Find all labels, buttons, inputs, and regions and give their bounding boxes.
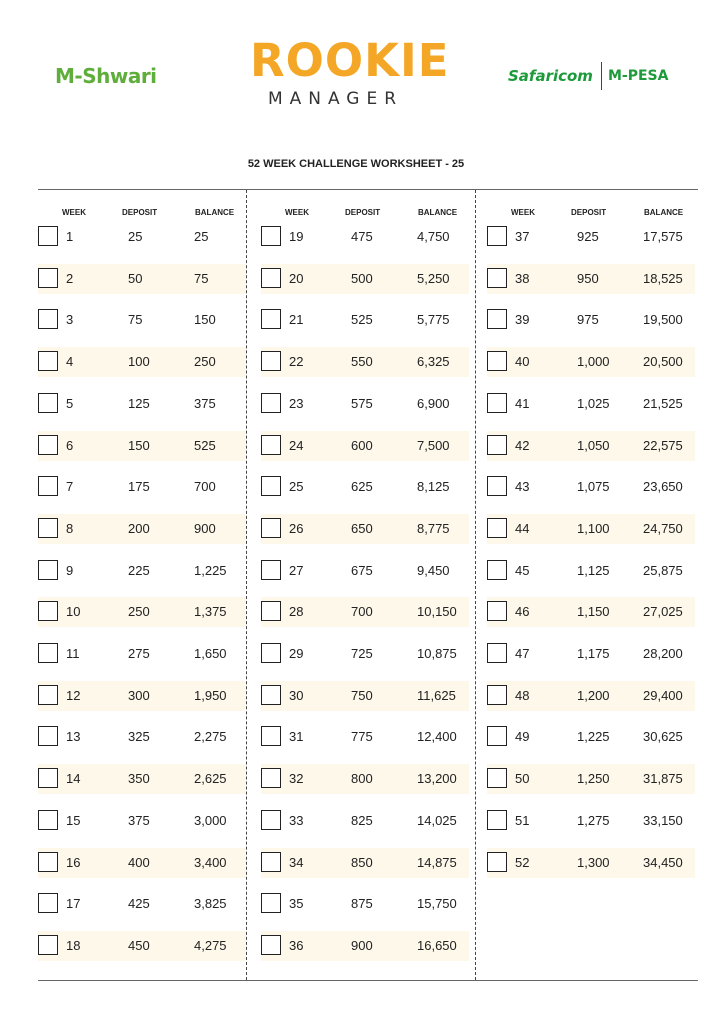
- deposit-cell: 1,050: [577, 437, 610, 453]
- week-cell: 14: [66, 771, 81, 787]
- week-cell: 32: [289, 771, 304, 787]
- week-cell: 37: [515, 229, 530, 244]
- deposit-cell: 1,175: [577, 646, 610, 661]
- balance-cell: 6,325: [417, 354, 450, 370]
- week-cell: 2: [66, 270, 74, 286]
- table-row: [261, 264, 469, 294]
- week-cell: 41: [515, 395, 530, 411]
- deposit-cell: 400: [128, 854, 150, 870]
- table-row: [261, 514, 469, 544]
- week-checkbox[interactable]: [261, 309, 281, 329]
- week-checkbox[interactable]: [487, 560, 507, 580]
- deposit-cell: 325: [128, 729, 150, 745]
- balance-cell: 13,200: [417, 771, 457, 787]
- table-row: [261, 597, 469, 627]
- deposit-cell: 550: [351, 354, 373, 370]
- deposit-cell: 475: [351, 229, 373, 244]
- week-checkbox[interactable]: [261, 810, 281, 830]
- balance-cell: 75: [194, 270, 209, 286]
- balance-cell: 17,575: [643, 229, 683, 244]
- balance-cell: 14,025: [417, 812, 457, 828]
- balance-cell: 8,125: [417, 479, 450, 495]
- balance-cell: 20,500: [643, 354, 683, 370]
- deposit-cell: 975: [577, 312, 599, 328]
- week-cell: 42: [515, 437, 530, 453]
- table-row: [487, 681, 695, 711]
- table-row: [261, 681, 469, 711]
- table-row: [38, 472, 246, 502]
- week-checkbox[interactable]: [487, 643, 507, 663]
- deposit-cell: 775: [351, 729, 373, 745]
- week-checkbox[interactable]: [261, 643, 281, 663]
- week-cell: 1: [66, 229, 74, 244]
- week-cell: 52: [515, 854, 530, 870]
- table-row: [261, 472, 469, 502]
- week-checkbox[interactable]: [38, 560, 58, 580]
- week-cell: 16: [66, 854, 81, 870]
- week-cell: 22: [289, 354, 304, 370]
- table-row: [38, 264, 246, 294]
- mshwari-logo-text: M-Shwari: [55, 64, 157, 88]
- balance-cell: 3,400: [194, 854, 227, 870]
- week-checkbox[interactable]: [38, 768, 58, 788]
- mshwari-logo: [55, 64, 157, 88]
- balance-cell: 30,625: [643, 729, 683, 745]
- week-checkbox[interactable]: [261, 268, 281, 288]
- week-checkbox[interactable]: [487, 601, 507, 621]
- balance-cell: 22,575: [643, 437, 683, 453]
- column-header-week: WEEK: [511, 208, 535, 217]
- deposit-cell: 1,150: [577, 604, 610, 620]
- week-cell: 31: [289, 729, 304, 745]
- week-cell: 38: [515, 270, 530, 286]
- week-checkbox[interactable]: [38, 268, 58, 288]
- week-checkbox[interactable]: [487, 351, 507, 371]
- week-cell: 18: [66, 937, 81, 953]
- balance-cell: 29,400: [643, 687, 683, 703]
- deposit-cell: 1,100: [577, 520, 610, 536]
- table-row: [38, 431, 246, 461]
- table-row: [487, 764, 695, 794]
- table-row: [261, 305, 469, 335]
- deposit-cell: 600: [351, 437, 373, 453]
- week-cell: 6: [66, 437, 74, 453]
- deposit-cell: 1,075: [577, 479, 610, 495]
- week-cell: 4: [66, 354, 74, 370]
- week-cell: 10: [66, 604, 81, 620]
- balance-cell: 10,150: [417, 604, 457, 620]
- week-checkbox[interactable]: [38, 726, 58, 746]
- week-checkbox[interactable]: [38, 518, 58, 538]
- deposit-cell: 300: [128, 687, 150, 703]
- rookie-logo-bottom: MANAGER: [267, 89, 404, 109]
- balance-cell: 31,875: [643, 771, 683, 787]
- balance-cell: 34,450: [643, 854, 683, 870]
- deposit-cell: 625: [351, 479, 373, 495]
- week-checkbox[interactable]: [38, 435, 58, 455]
- week-checkbox[interactable]: [261, 351, 281, 371]
- week-checkbox[interactable]: [38, 393, 58, 413]
- balance-cell: 24,750: [643, 520, 683, 536]
- column-header-week: WEEK: [62, 208, 86, 217]
- week-cell: 8: [66, 520, 74, 536]
- table-row: [487, 389, 695, 419]
- deposit-cell: 900: [351, 937, 373, 953]
- deposit-cell: 350: [128, 771, 150, 787]
- balance-cell: 700: [194, 479, 216, 495]
- balance-cell: 2,625: [194, 771, 227, 787]
- balance-cell: 4,750: [417, 229, 450, 244]
- balance-cell: 1,950: [194, 687, 227, 703]
- week-checkbox[interactable]: [38, 601, 58, 621]
- balance-cell: 900: [194, 520, 216, 536]
- balance-cell: 9,450: [417, 562, 450, 578]
- table-row: [261, 722, 469, 752]
- deposit-cell: 450: [128, 937, 150, 953]
- balance-cell: 12,400: [417, 729, 457, 745]
- balance-cell: 4,275: [194, 937, 227, 953]
- column-header-deposit: DEPOSIT: [571, 208, 607, 217]
- table-row: [38, 722, 246, 752]
- week-checkbox[interactable]: [261, 518, 281, 538]
- bottom-rule: [38, 980, 698, 981]
- deposit-cell: 1,250: [577, 771, 610, 787]
- week-checkbox[interactable]: [261, 601, 281, 621]
- deposit-cell: 725: [351, 646, 373, 661]
- balance-cell: 2,275: [194, 729, 227, 745]
- balance-cell: 1,225: [194, 562, 227, 578]
- balance-cell: 19,500: [643, 312, 683, 328]
- table-row: [38, 347, 246, 377]
- week-cell: 11: [66, 646, 80, 661]
- deposit-cell: 50: [128, 270, 143, 286]
- rookie-logo-top: ROOKIE: [250, 34, 450, 87]
- table-row: [38, 305, 246, 335]
- table-row: [261, 556, 469, 586]
- balance-cell: 10,875: [417, 646, 457, 661]
- balance-cell: 6,900: [417, 395, 450, 411]
- column-header-deposit: DEPOSIT: [122, 208, 158, 217]
- table-row: [487, 264, 695, 294]
- table-row: [487, 556, 695, 586]
- balance-cell: 11,625: [417, 687, 456, 703]
- deposit-cell: 1,025: [577, 395, 610, 411]
- balance-cell: 5,775: [417, 312, 450, 328]
- week-cell: 30: [289, 687, 304, 703]
- rookie-manager-logo: [250, 34, 450, 109]
- week-checkbox[interactable]: [487, 226, 507, 246]
- mpesa-logo: M-PESA: [607, 68, 669, 84]
- week-cell: 34: [289, 854, 304, 870]
- deposit-cell: 25: [128, 229, 143, 244]
- deposit-cell: 200: [128, 520, 150, 536]
- deposit-cell: 575: [351, 395, 373, 411]
- table-row: [261, 889, 469, 919]
- table-row: [38, 889, 246, 919]
- week-cell: 17: [66, 896, 81, 912]
- week-cell: 49: [515, 729, 530, 745]
- safaricom-mpesa-logo: [508, 62, 668, 90]
- week-cell: 47: [515, 646, 530, 661]
- table-row: [38, 597, 246, 627]
- table-row: [487, 347, 695, 377]
- table-row: [261, 222, 469, 252]
- week-cell: 51: [515, 812, 530, 828]
- week-checkbox[interactable]: [487, 685, 507, 705]
- balance-cell: 1,375: [194, 604, 227, 620]
- week-cell: 28: [289, 604, 304, 620]
- table-row: [487, 848, 695, 878]
- deposit-cell: 850: [351, 854, 373, 870]
- top-rule: [38, 189, 698, 190]
- balance-cell: 1,650: [194, 646, 227, 661]
- deposit-cell: 925: [577, 229, 599, 244]
- balance-cell: 8,775: [417, 520, 450, 536]
- balance-cell: 25: [194, 229, 209, 244]
- table-row: [487, 472, 695, 502]
- balance-cell: 7,500: [417, 437, 450, 453]
- week-checkbox[interactable]: [487, 810, 507, 830]
- week-cell: 33: [289, 812, 304, 828]
- week-cell: 50: [515, 771, 530, 787]
- column-header-balance: BALANCE: [195, 208, 235, 217]
- week-cell: 36: [289, 937, 304, 953]
- week-checkbox[interactable]: [38, 226, 58, 246]
- deposit-cell: 225: [128, 562, 150, 578]
- balance-cell: 33,150: [643, 812, 683, 828]
- balance-cell: 18,525: [643, 270, 683, 286]
- balance-cell: 16,650: [417, 937, 457, 953]
- balance-cell: 27,025: [643, 604, 683, 620]
- table-row: [261, 347, 469, 377]
- table-row: [261, 431, 469, 461]
- week-cell: 44: [515, 520, 530, 536]
- column-header-deposit: DEPOSIT: [345, 208, 381, 217]
- worksheet-title: 52 WEEK CHALLENGE WORKSHEET - 25: [247, 158, 465, 170]
- week-checkbox[interactable]: [487, 435, 507, 455]
- week-checkbox[interactable]: [261, 768, 281, 788]
- deposit-cell: 100: [128, 354, 150, 370]
- table-row: [38, 556, 246, 586]
- logo-divider: [601, 62, 602, 90]
- column-header-balance: BALANCE: [644, 208, 684, 217]
- week-checkbox[interactable]: [487, 518, 507, 538]
- week-cell: 21: [289, 312, 304, 328]
- deposit-cell: 1,300: [577, 854, 610, 870]
- week-cell: 40: [515, 354, 530, 370]
- balance-cell: 375: [194, 395, 216, 411]
- week-cell: 25: [289, 479, 304, 495]
- week-checkbox[interactable]: [487, 768, 507, 788]
- page-header: [0, 0, 712, 140]
- week-checkbox[interactable]: [261, 726, 281, 746]
- table-row: [38, 681, 246, 711]
- table-row: [38, 514, 246, 544]
- table-row: [487, 431, 695, 461]
- week-checkbox[interactable]: [38, 685, 58, 705]
- balance-cell: 525: [194, 437, 216, 453]
- deposit-cell: 75: [128, 312, 143, 328]
- table-row: [38, 389, 246, 419]
- table-row: [38, 222, 246, 252]
- balance-cell: 150: [194, 312, 216, 328]
- week-cell: 39: [515, 312, 530, 328]
- week-cell: 24: [289, 437, 304, 453]
- deposit-cell: 150: [128, 437, 150, 453]
- week-checkbox[interactable]: [38, 476, 58, 496]
- week-cell: 23: [289, 395, 304, 411]
- balance-cell: 28,200: [643, 646, 683, 661]
- week-checkbox[interactable]: [261, 893, 281, 913]
- table-row: [261, 806, 469, 836]
- week-cell: 9: [66, 562, 74, 578]
- week-checkbox[interactable]: [261, 935, 281, 955]
- table-row: [487, 514, 695, 544]
- balance-cell: 3,825: [194, 896, 227, 912]
- balance-cell: 250: [194, 354, 216, 370]
- table-row: [38, 764, 246, 794]
- deposit-cell: 700: [351, 604, 373, 620]
- table-row: [38, 806, 246, 836]
- table-row: [487, 806, 695, 836]
- week-cell: 43: [515, 479, 530, 495]
- week-cell: 46: [515, 604, 530, 620]
- deposit-cell: 1,275: [577, 812, 610, 828]
- week-cell: 13: [66, 729, 81, 745]
- table-row: [261, 931, 469, 961]
- deposit-cell: 950: [577, 270, 599, 286]
- table-row: [38, 639, 246, 669]
- table-row: [38, 931, 246, 961]
- deposit-cell: 1,225: [577, 729, 610, 745]
- week-checkbox[interactable]: [261, 476, 281, 496]
- week-checkbox[interactable]: [38, 810, 58, 830]
- table-row: [487, 305, 695, 335]
- week-cell: 26: [289, 520, 304, 536]
- week-checkbox[interactable]: [487, 309, 507, 329]
- deposit-cell: 1,125: [577, 562, 610, 578]
- safaricom-logo: Safaricom: [508, 67, 593, 85]
- balance-cell: 5,250: [417, 270, 450, 286]
- table-row: [261, 639, 469, 669]
- deposit-cell: 825: [351, 812, 373, 828]
- balance-cell: 21,525: [643, 395, 683, 411]
- deposit-cell: 425: [128, 896, 150, 912]
- week-checkbox[interactable]: [38, 643, 58, 663]
- deposit-cell: 500: [351, 270, 373, 286]
- week-checkbox[interactable]: [487, 852, 507, 872]
- week-cell: 12: [66, 687, 81, 703]
- week-cell: 20: [289, 270, 304, 286]
- table-row: [487, 597, 695, 627]
- week-cell: 15: [66, 812, 81, 828]
- balance-cell: 23,650: [643, 479, 683, 495]
- table-row: [261, 764, 469, 794]
- column-header-week: WEEK: [285, 208, 309, 217]
- deposit-cell: 1,000: [577, 354, 610, 370]
- week-cell: 27: [289, 562, 304, 578]
- table-row: [261, 848, 469, 878]
- week-checkbox[interactable]: [38, 852, 58, 872]
- table-row: [487, 639, 695, 669]
- deposit-cell: 525: [351, 312, 373, 328]
- deposit-cell: 375: [128, 812, 150, 828]
- week-checkbox[interactable]: [38, 935, 58, 955]
- table-row: [487, 222, 695, 252]
- week-cell: 3: [66, 312, 74, 328]
- deposit-cell: 800: [351, 771, 373, 787]
- deposit-cell: 875: [351, 896, 373, 912]
- week-checkbox[interactable]: [261, 226, 281, 246]
- table-row: [261, 389, 469, 419]
- week-checkbox[interactable]: [38, 351, 58, 371]
- deposit-cell: 250: [128, 604, 150, 620]
- balance-cell: 25,875: [643, 562, 683, 578]
- balance-cell: 14,875: [417, 854, 457, 870]
- deposit-cell: 175: [128, 479, 150, 495]
- table-row: [487, 722, 695, 752]
- deposit-cell: 675: [351, 562, 373, 578]
- week-checkbox[interactable]: [487, 476, 507, 496]
- week-checkbox[interactable]: [487, 268, 507, 288]
- week-cell: 29: [289, 646, 304, 661]
- column-divider: [475, 190, 476, 980]
- week-cell: 45: [515, 562, 530, 578]
- balance-cell: 3,000: [194, 812, 227, 828]
- week-checkbox[interactable]: [261, 852, 281, 872]
- deposit-cell: 1,200: [577, 687, 610, 703]
- week-cell: 19: [289, 229, 304, 244]
- deposit-cell: 125: [128, 395, 150, 411]
- week-cell: 5: [66, 395, 74, 411]
- week-checkbox[interactable]: [487, 726, 507, 746]
- week-checkbox[interactable]: [261, 685, 281, 705]
- column-divider: [246, 190, 247, 980]
- week-cell: 35: [289, 896, 304, 912]
- week-checkbox[interactable]: [487, 393, 507, 413]
- week-cell: 48: [515, 687, 530, 703]
- week-checkbox[interactable]: [261, 435, 281, 455]
- week-cell: 7: [66, 479, 74, 495]
- week-checkbox[interactable]: [38, 893, 58, 913]
- column-header-balance: BALANCE: [418, 208, 458, 217]
- week-checkbox[interactable]: [261, 560, 281, 580]
- week-checkbox[interactable]: [261, 393, 281, 413]
- deposit-cell: 650: [351, 520, 373, 536]
- deposit-cell: 275: [128, 646, 150, 661]
- week-checkbox[interactable]: [38, 309, 58, 329]
- table-row: [38, 848, 246, 878]
- deposit-cell: 750: [351, 687, 373, 703]
- balance-cell: 15,750: [417, 896, 457, 912]
